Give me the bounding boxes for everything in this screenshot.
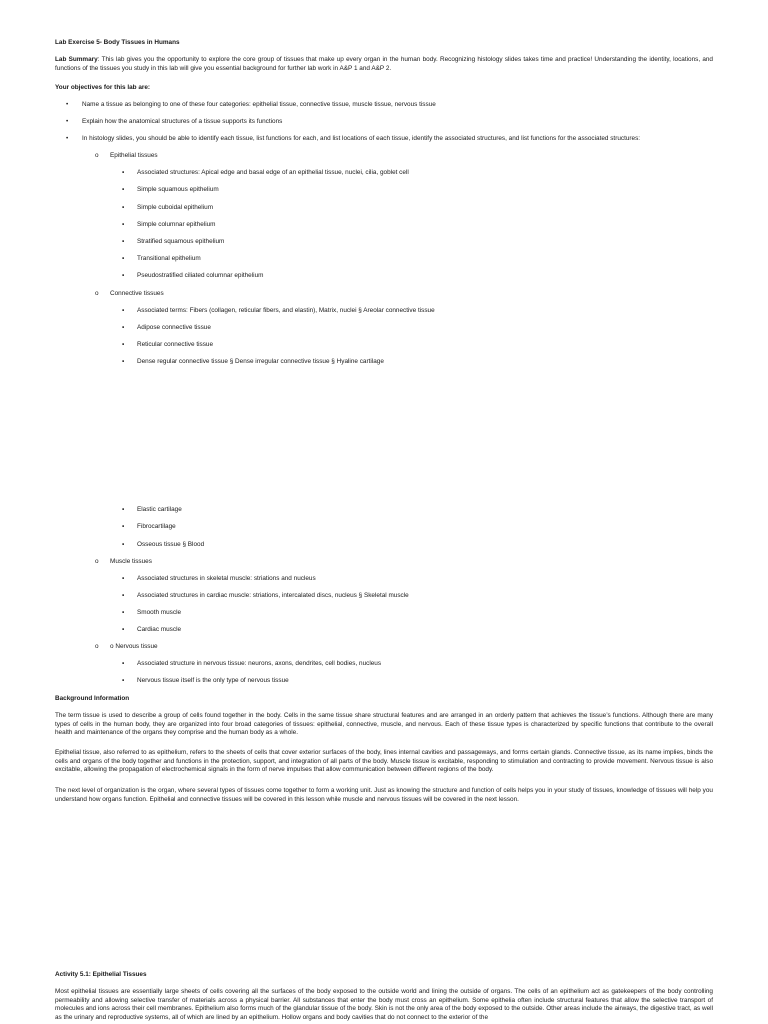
circle-bullet-icon: o [95, 152, 99, 159]
bullet-icon: • [66, 101, 69, 108]
objective-item: Name a tissue as belonging to one of these four categories: epithelial tissue, connective tissue, muscle tissue, nervous tissue [82, 101, 436, 108]
epithelial-heading: Epithelial tissues [110, 152, 158, 159]
square-bullet-icon: ▪ [122, 523, 125, 530]
square-bullet-icon: ▪ [122, 609, 125, 616]
square-bullet-icon: ▪ [122, 575, 125, 582]
background-paragraph: The term tissue is used to describe a group of cells found together in the body. Cells in the same tissue share structural features and are arranged in an orderly pattern that achieves the tissue’s functions. Although there are many types of cells in the human body, they are organized into four broad categories of tissues: epithelial, connective, muscle, and nervous. Each of these tissue types is characterized by specific functions that contribute to the overall health and maintenance of the organs they comprise and the human body as a whole. [55, 712, 713, 736]
epithelial-item: Transitional epithelium [137, 255, 201, 262]
epithelial-item: Pseudostratified ciliated columnar epithelium [137, 272, 264, 279]
bullet-icon: • [66, 135, 69, 142]
square-bullet-icon: ▪ [122, 204, 125, 211]
objective-item: Explain how the anatomical structures of a tissue supports its functions [82, 118, 283, 125]
connective-item: Osseous tissue § Blood [137, 541, 205, 548]
connective-item: Fibrocartilage [137, 523, 176, 530]
background-paragraph: Epithelial tissue, also referred to as epithelium, refers to the sheets of cells that cover exterior surfaces of the body, lines internal cavities and passageways, and forms certain glands. Connective tissue, as its name implies, binds the cells and organs of the body together and functions in the protection, support, and integration of all parts of the body. Muscle tissue is excitable, responding to stimulation and contracting to provide movement. Nervous tissue is also excitable, allowing the propagation of electrochemical signals in the form of nerve impulses that allow communication between different regions of the body. [55, 749, 713, 773]
connective-item: Reticular connective tissue [137, 341, 214, 348]
square-bullet-icon: ▪ [122, 238, 125, 245]
epithelial-item: Simple cuboidal epithelium [137, 204, 214, 211]
circle-bullet-icon: o [95, 643, 99, 650]
square-bullet-icon: ▪ [122, 506, 125, 513]
square-bullet-icon: ▪ [122, 626, 125, 633]
connective-heading: Connective tissues [110, 290, 164, 297]
muscle-item: Associated structures in cardiac muscle: striations, intercalated discs, nucleus § Skeletal muscle [137, 592, 409, 599]
nervous-heading: o Nervous tissue [110, 643, 158, 650]
square-bullet-icon: ▪ [122, 169, 125, 176]
connective-item: Dense regular connective tissue § Dense irregular connective tissue § Hyaline cartilage [137, 358, 384, 365]
connective-item: Associated terms: Fibers (collagen, reticular fibers, and elastin), Matrix, nuclei § Areolar connective tissue [137, 307, 435, 314]
square-bullet-icon: ▪ [122, 677, 125, 684]
bullet-icon: • [66, 118, 69, 125]
circle-bullet-icon: o [95, 290, 99, 297]
muscle-item: Smooth muscle [137, 609, 182, 616]
connective-item: Adipose connective tissue [137, 324, 211, 331]
square-bullet-icon: ▪ [122, 186, 125, 193]
nervous-item: Nervous tissue itself is the only type of nervous tissue [137, 677, 289, 684]
lab-summary-label: Lab Summary [55, 56, 98, 63]
activity-heading: Activity 5.1: Epithelial Tissues [55, 971, 147, 978]
lab-summary [55, 56, 713, 73]
epithelial-item: Simple columnar epithelium [137, 221, 216, 228]
background-heading: Background Information [55, 695, 130, 702]
epithelial-item: Stratified squamous epithelium [137, 238, 225, 245]
background-paragraph: The next level of organization is the organ, where several types of tissues come together to form a working unit. Just as knowing the structure and function of cells helps you in your study of tissues, knowledge of tissues will help you understand how organs function. Epithelial and connective tissues will be covered in this lesson while muscle and nervous tissues will be covered in the next lesson. [55, 787, 713, 803]
muscle-item: Associated structures in skeletal muscle: striations and nucleus [137, 575, 316, 582]
square-bullet-icon: ▪ [122, 541, 125, 548]
connective-item: Elastic cartilage [137, 506, 182, 513]
objectives-heading: Your objectives for this lab are: [55, 84, 151, 91]
muscle-item: Cardiac muscle [137, 626, 182, 633]
square-bullet-icon: ▪ [122, 358, 125, 365]
epithelial-item: Simple squamous epithelium [137, 186, 219, 193]
square-bullet-icon: ▪ [122, 592, 125, 599]
square-bullet-icon: ▪ [122, 221, 125, 228]
square-bullet-icon: ▪ [122, 660, 125, 667]
lab-summary-text: : This lab gives you the opportunity to explore the core group of tissues that make up every organ in the human body. Recognizing histology slides takes time and practice! Understanding the identity, locations, and functions of the tissues you study in this lab will give you essential background for further lab work in A&P 1 and A&P 2. [55, 56, 713, 72]
square-bullet-icon: ▪ [122, 272, 125, 279]
epithelial-item: Associated structures: Apical edge and basal edge of an epithelial tissue, nuclei, cilia, goblet cell [137, 169, 409, 176]
square-bullet-icon: ▪ [122, 255, 125, 262]
objective-item: In histology slides, you should be able to identify each tissue, list functions for each, and list locations of each tissue, identify the associated structures, and list functions for the associated structures: [82, 135, 641, 142]
circle-bullet-icon: o [95, 558, 99, 565]
nervous-item: Associated structure in nervous tissue: neurons, axons, dendrites, cell bodies, nucleus [137, 660, 382, 667]
document-title: Lab Exercise 5- Body Tissues in Humans [55, 39, 180, 46]
square-bullet-icon: ▪ [122, 307, 125, 314]
activity-paragraph: Most epithelial tissues are essentially large sheets of cells covering all the surfaces of the body exposed to the outside world and lining the outside of organs. The cells of an epithelium act as gatekeepers of the body controlling permeability and allowing selective transfer of materials across a physical barrier. All substances that enter the body must cross an epithelium. Some epithelia often include structural features that allow the selective transport of molecules and ions across their cell membranes. Epithelium also forms much of the glandular tissue of the body. Skin is not the only area of the body exposed to the outside. Other areas include the airways, the digestive tract, as well as the urinary and reproductive systems, all of which are lined by an epithelium. Hollow organs and body cavities that do not connect to the exterior of the [55, 988, 713, 1021]
square-bullet-icon: ▪ [122, 341, 125, 348]
muscle-heading: Muscle tissues [110, 558, 152, 565]
square-bullet-icon: ▪ [122, 324, 125, 331]
